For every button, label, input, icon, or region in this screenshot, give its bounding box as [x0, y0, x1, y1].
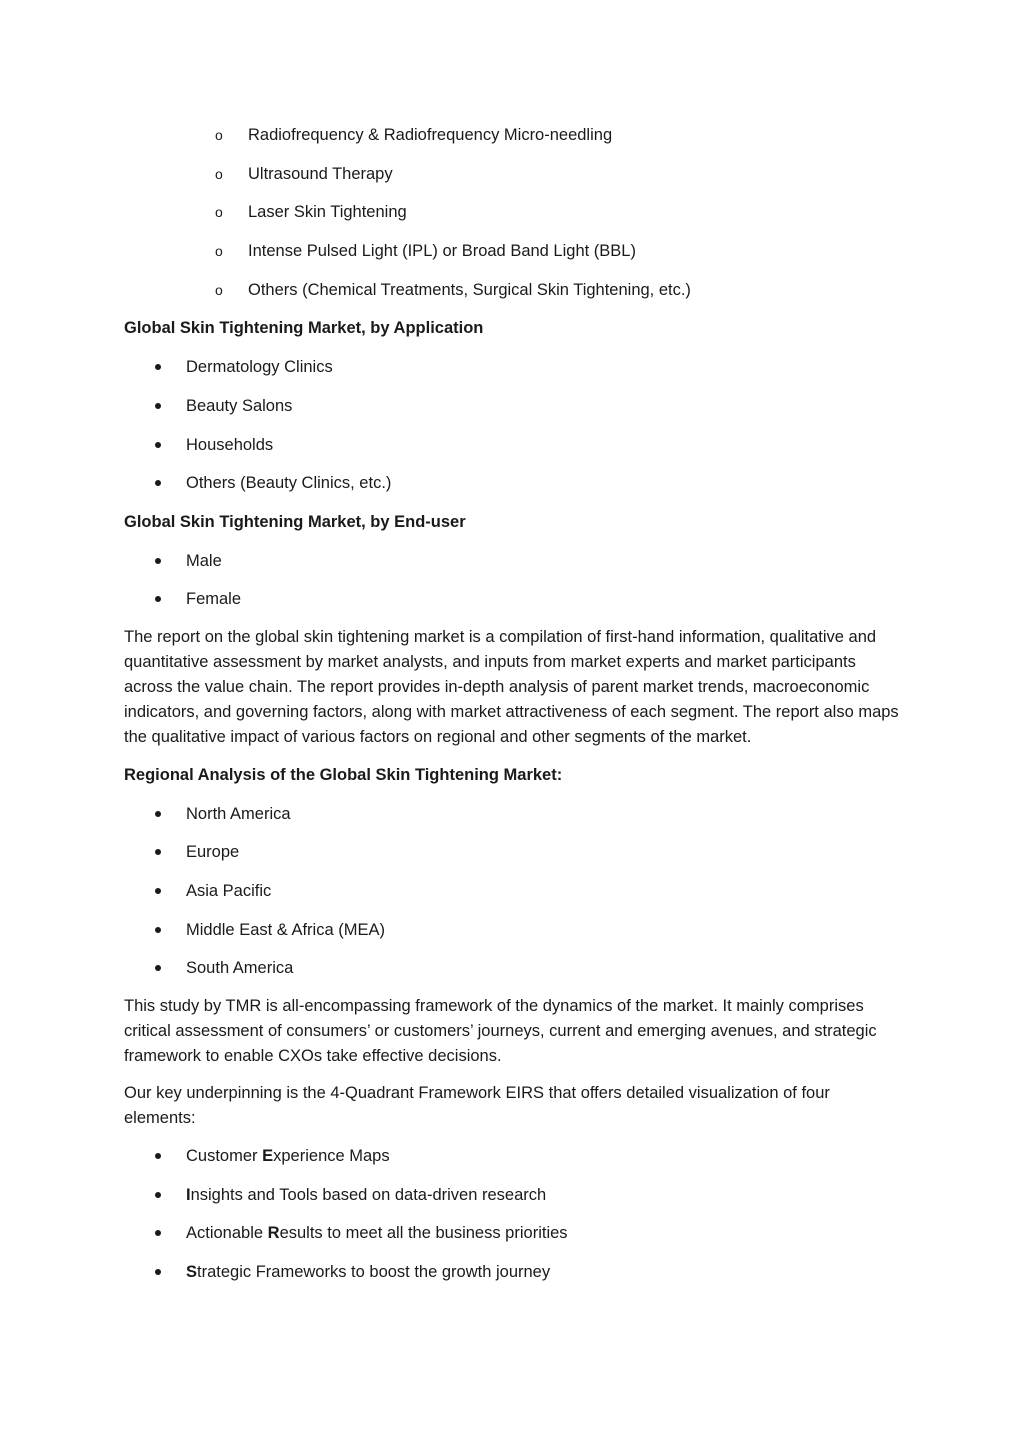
- circle-bullet-icon: o: [215, 204, 223, 221]
- report-paragraph: The report on the global skin tightening market is a compilation of first-hand information, qualitative and quantitative assessment by market analysts, and inputs from market experts and market participants across the value chain. The report provides in-depth analysis of parent market trends, macroeconomic indicators, and governing factors, along with market attractiveness of each segment. The report also maps the qualitative impact of various factors on regional and other segments of the market.: [124, 627, 899, 746]
- list-item: Male: [124, 548, 904, 587]
- bullet-icon: [155, 849, 161, 855]
- study-paragraph: This study by TMR is all-encompassing framework of the dynamics of the market. It mainly comprises critical assessment of consumers’ or customers’ journeys, current and emerging avenues, and strategic framework to enable CXOs take effective decisions.: [124, 997, 877, 1066]
- document-content: [124, 122, 904, 1298]
- bullet-icon: [155, 1230, 161, 1236]
- circle-bullet-icon: o: [215, 165, 223, 182]
- emphasis-letter: E: [262, 1147, 274, 1166]
- bullet-icon: [155, 558, 161, 564]
- emphasis-letter: S: [186, 1263, 198, 1282]
- bullet-icon: [155, 480, 161, 486]
- bullet-icon: [155, 596, 161, 602]
- list-item: o Laser Skin Tightening: [124, 199, 904, 238]
- list-item: Europe: [124, 839, 904, 878]
- application-list: [124, 354, 904, 509]
- bullet-icon: [155, 1153, 161, 1159]
- regional-list: [124, 801, 904, 994]
- list-item: Beauty Salons: [124, 393, 904, 432]
- list-item: Customer Experience Maps: [124, 1143, 904, 1182]
- list-item: Households: [124, 432, 904, 471]
- emphasis-letter: R: [267, 1224, 280, 1243]
- list-item: o Intense Pulsed Light (IPL) or Broad Band Light (BBL): [124, 238, 904, 277]
- bullet-icon: [155, 811, 161, 817]
- circle-bullet-icon: o: [215, 281, 223, 298]
- bullet-icon: [155, 965, 161, 971]
- end-user-list: [124, 548, 904, 625]
- list-item: Asia Pacific: [124, 878, 904, 917]
- list-item: Insights and Tools based on data-driven research: [124, 1182, 904, 1221]
- regional-heading: Regional Analysis of the Global Skin Tightening Market:: [124, 765, 563, 784]
- end-user-heading: Global Skin Tightening Market, by End-user: [124, 512, 466, 531]
- circle-bullet-icon: o: [215, 243, 223, 260]
- bullet-icon: [155, 403, 161, 409]
- framework-paragraph: Our key underpinning is the 4-Quadrant Framework EIRS that offers detailed visualization of four elements:: [124, 1084, 830, 1128]
- list-item: Strategic Frameworks to boost the growth journey: [124, 1259, 904, 1298]
- bullet-icon: [155, 364, 161, 370]
- bullet-icon: [155, 1269, 161, 1275]
- list-item: Female: [124, 586, 904, 625]
- list-item: o Radiofrequency & Radiofrequency Micro-needling: [124, 122, 904, 161]
- circle-bullet-icon: o: [215, 127, 223, 143]
- application-heading: Global Skin Tightening Market, by Application: [124, 319, 484, 338]
- list-item: o Others (Chemical Treatments, Surgical Skin Tightening, etc.): [124, 277, 904, 316]
- list-item: North America: [124, 801, 904, 840]
- list-item: Actionable Results to meet all the business priorities: [124, 1220, 904, 1259]
- list-item: Dermatology Clinics: [124, 354, 904, 393]
- bullet-icon: [155, 888, 161, 894]
- list-item: Middle East & Africa (MEA): [124, 917, 904, 956]
- list-item: Others (Beauty Clinics, etc.): [124, 470, 904, 509]
- bullet-icon: [155, 442, 161, 448]
- emphasis-letter: I: [186, 1185, 191, 1204]
- list-item: South America: [124, 955, 904, 994]
- bullet-icon: [155, 1192, 161, 1198]
- technology-sub-list: [124, 122, 904, 315]
- list-item: o Ultrasound Therapy: [124, 161, 904, 200]
- eirs-list: [124, 1143, 904, 1298]
- bullet-icon: [155, 927, 161, 933]
